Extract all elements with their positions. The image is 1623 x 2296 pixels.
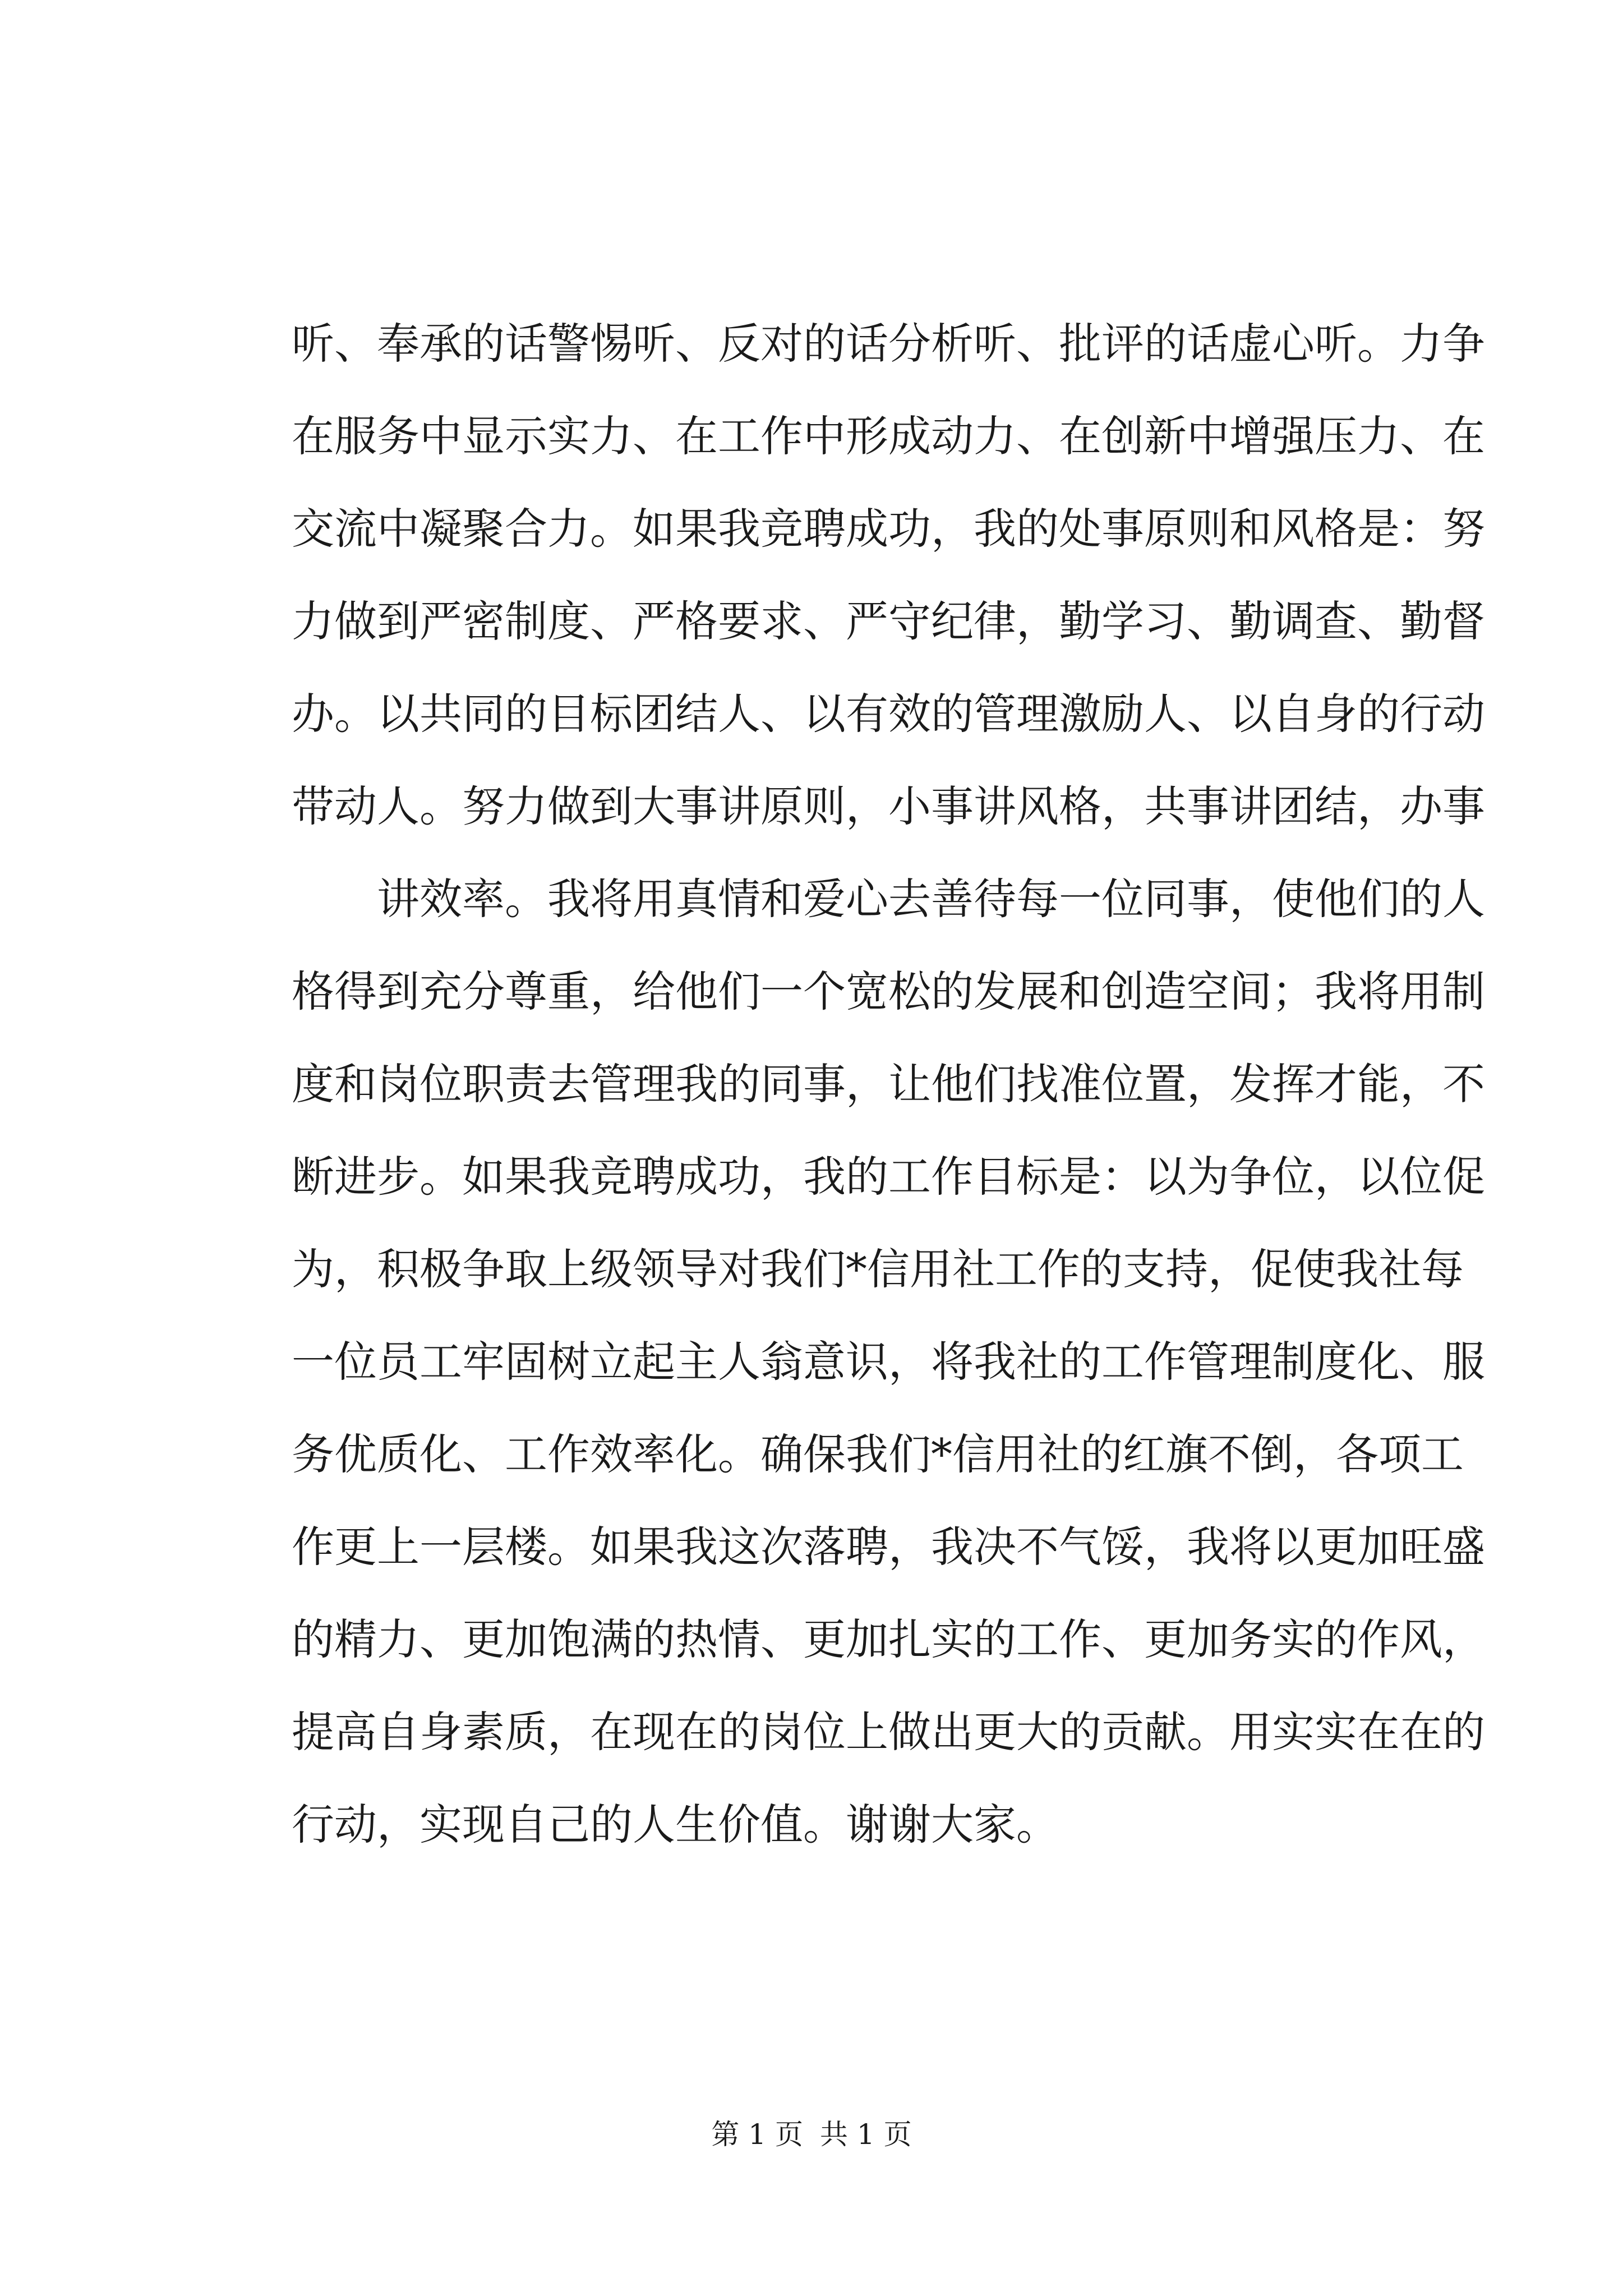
text-line-last: 行动，实现自己的人生价值。谢谢大家。 bbox=[292, 1800, 1059, 1849]
text-line: 一位员工牢固树立起主人翁意识，将我社的工作管理制度化、服 bbox=[292, 1337, 1485, 1387]
text-line: 断进步。如果我竞聘成功，我的工作目标是：以为争位，以位促 bbox=[292, 1152, 1485, 1202]
text-line: 交流中凝聚合力。如果我竞聘成功，我的处事原则和风格是：努 bbox=[292, 504, 1485, 554]
text-line: 务优质化、工作效率化。确保我们*信用社的红旗不倒，各项工 bbox=[292, 1429, 1464, 1479]
page-number: 第 1 页 bbox=[711, 2118, 803, 2151]
text-line: 提高自身素质，在现在的岗位上做出更大的贡献。用实实在在的 bbox=[292, 1707, 1485, 1757]
page-footer bbox=[0, 2115, 1623, 2154]
text-line: 度和岗位职责去管理我的同事，让他们找准位置，发挥才能，不 bbox=[292, 1059, 1485, 1109]
text-line: 带动人。努力做到大事讲原则，小事讲风格，共事讲团结，办事 bbox=[292, 781, 1485, 831]
text-line-indented: 讲效率。我将用真情和爱心去善待每一位同事，使他们的人 bbox=[377, 874, 1485, 924]
page-total: 共 1 页 bbox=[820, 2118, 912, 2151]
text-line: 在服务中显示实力、在工作中形成动力、在创新中增强压力、在 bbox=[292, 411, 1485, 461]
text-line: 作更上一层楼。如果我这次落聘，我决不气馁，我将以更加旺盛 bbox=[292, 1522, 1485, 1572]
text-line: 格得到充分尊重，给他们一个宽松的发展和创造空间；我将用制 bbox=[292, 967, 1485, 1016]
text-line: 为，积极争取上级领导对我们*信用社工作的支持，促使我社每 bbox=[292, 1244, 1464, 1294]
text-line: 办。以共同的目标团结人、以有效的管理激励人、以自身的行动 bbox=[292, 689, 1485, 739]
text-line: 力做到严密制度、严格要求、严守纪律，勤学习、勤调查、勤督 bbox=[292, 596, 1485, 646]
body-text bbox=[292, 297, 1485, 1871]
text-line: 的精力、更加饱满的热情、更加扎实的工作、更加务实的作风， bbox=[292, 1614, 1485, 1664]
text-line: 听、奉承的话警惕听、反对的话分析听、批评的话虚心听。力争 bbox=[292, 319, 1485, 369]
